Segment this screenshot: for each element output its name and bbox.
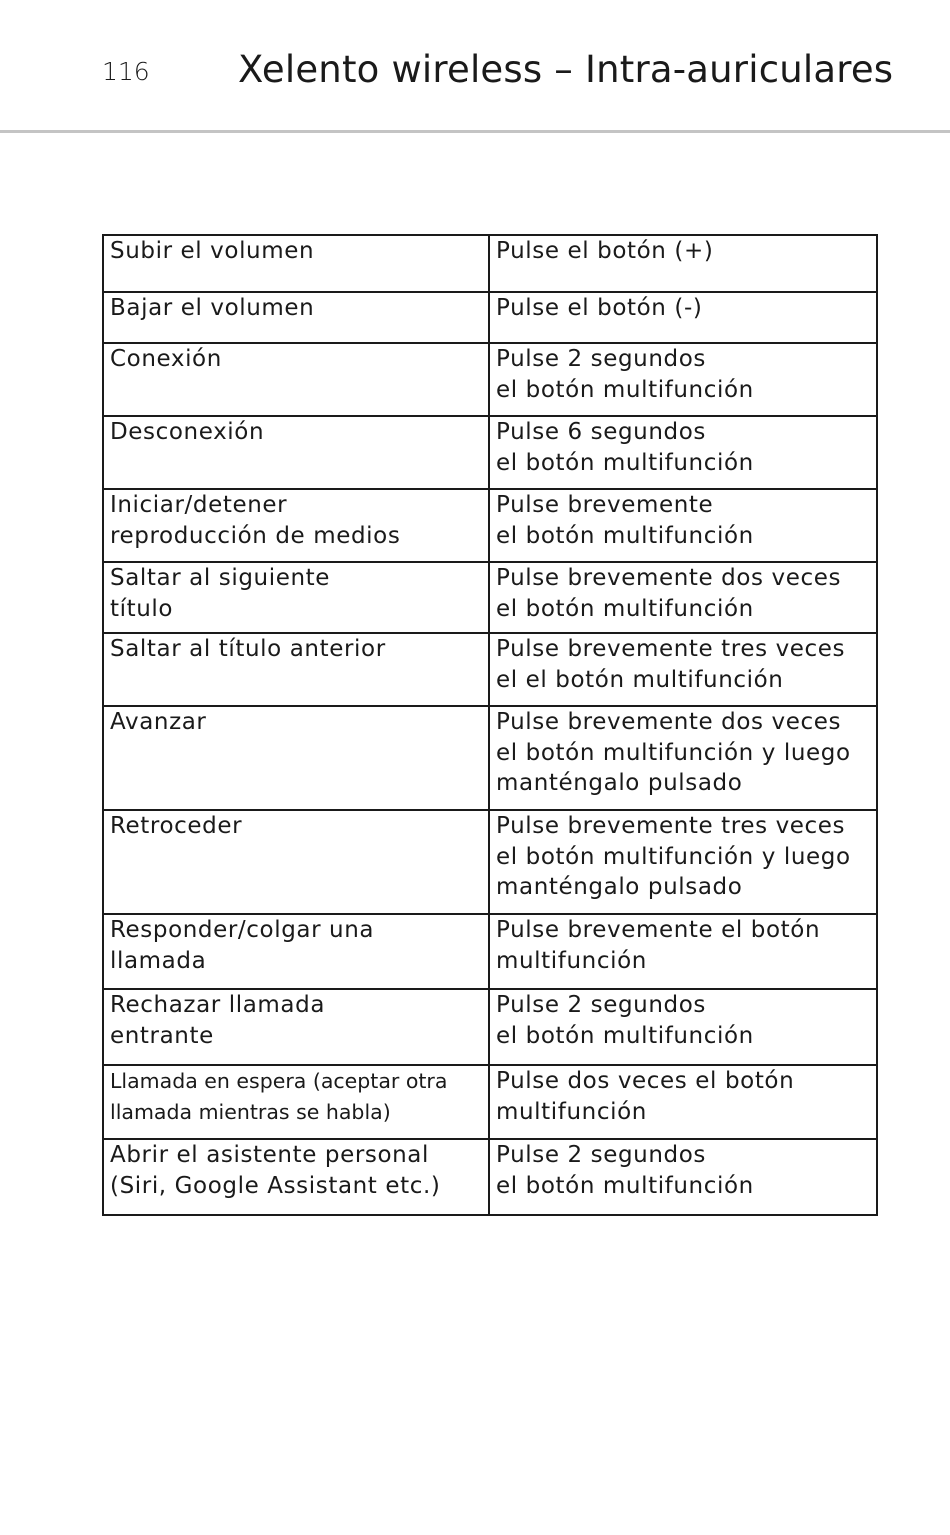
instruction-cell: Pulse 2 segundos el botón multifunción [489, 343, 877, 416]
action-cell: Desconexión [103, 416, 489, 489]
instruction-cell: Pulse brevemente dos veces el botón multifunción y luego manténgalo pulsado [489, 706, 877, 810]
table-row [103, 633, 877, 706]
header-divider [0, 130, 950, 133]
table-row [103, 416, 877, 489]
table-row [103, 810, 877, 914]
action-cell: Conexión [103, 343, 489, 416]
table-row [103, 989, 877, 1065]
action-cell: Responder/colgar una llamada [103, 914, 489, 989]
table-row [103, 489, 877, 562]
page-number: 116 [102, 57, 150, 86]
action-cell: Bajar el volumen [103, 292, 489, 343]
action-cell: Abrir el asistente personal (Siri, Google Assistant etc.) [103, 1139, 489, 1215]
table-row [103, 235, 877, 292]
page-title: Xelento wireless – Intra-auriculares [238, 48, 894, 91]
table-row [103, 1065, 877, 1139]
action-cell: Iniciar/detener reproducción de medios [103, 489, 489, 562]
action-cell: Llamada en espera (aceptar otra llamada mientras se habla) [103, 1065, 489, 1139]
instruction-cell: Pulse el botón (+) [489, 235, 877, 292]
action-cell: Subir el volumen [103, 235, 489, 292]
table-row [103, 562, 877, 633]
action-cell: Avanzar [103, 706, 489, 810]
table-row [103, 914, 877, 989]
table-row [103, 706, 877, 810]
action-cell: Saltar al siguiente título [103, 562, 489, 633]
instruction-cell: Pulse brevemente el botón multifunción [489, 489, 877, 562]
table-row [103, 292, 877, 343]
instruction-cell: Pulse 6 segundos el botón multifunción [489, 416, 877, 489]
controls-table [102, 234, 878, 1216]
instruction-cell: Pulse 2 segundos el botón multifunción [489, 989, 877, 1065]
instruction-cell: Pulse brevemente tres veces el el botón multifunción [489, 633, 877, 706]
instruction-cell: Pulse brevemente dos veces el botón multifunción [489, 562, 877, 633]
table-row [103, 1139, 877, 1215]
action-cell: Retroceder [103, 810, 489, 914]
instruction-cell: Pulse el botón (-) [489, 292, 877, 343]
instruction-cell: Pulse dos veces el botón multifunción [489, 1065, 877, 1139]
action-cell: Rechazar llamada entrante [103, 989, 489, 1065]
instruction-cell: Pulse 2 segundos el botón multifunción [489, 1139, 877, 1215]
table-row [103, 343, 877, 416]
action-cell: Saltar al título anterior [103, 633, 489, 706]
instruction-cell: Pulse brevemente tres veces el botón multifunción y luego manténgalo pulsado [489, 810, 877, 914]
instruction-cell: Pulse brevemente el botón multifunción [489, 914, 877, 989]
